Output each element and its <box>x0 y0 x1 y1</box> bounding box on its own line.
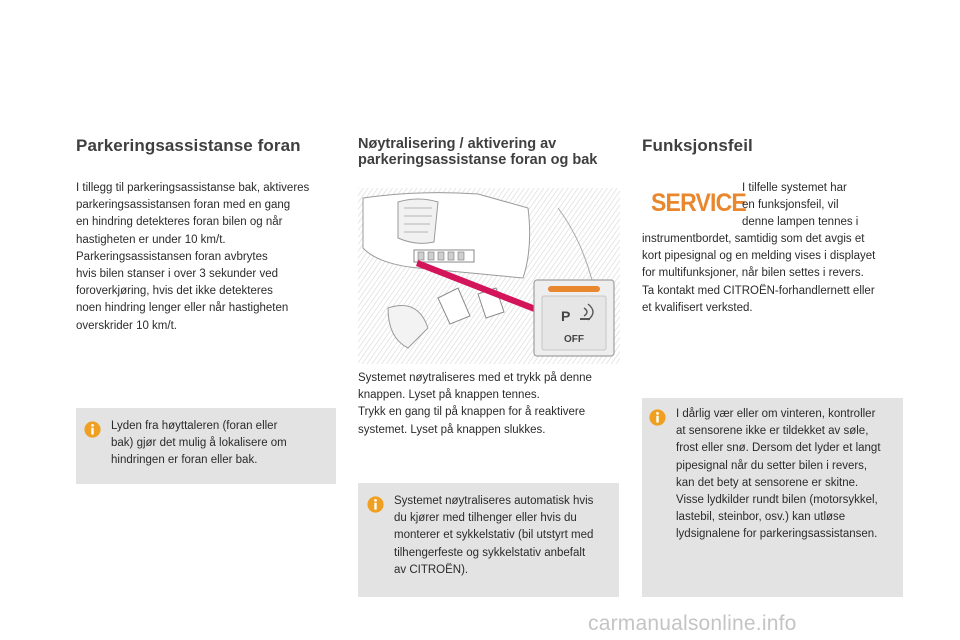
paragraph-malfunction-rest: instrumentbordet, samtidig som det avgis et kort pipesignal og en melding vises i displayet for multifunksjoner, når bilen settes i revers. Ta kontakt med CITROËN-forhandlernett eller et kvalifisert verksted. <box>642 233 876 314</box>
info-icon <box>649 409 666 426</box>
column-malfunction <box>642 136 912 156</box>
section-title-neutralization-line1: Nøytralisering / aktivering av <box>358 136 557 152</box>
column-front-parking-assist <box>76 136 346 156</box>
section-title-neutralization-line2: parkeringsassistanse foran og bak <box>358 152 598 168</box>
service-warning-lamp: SERVICE <box>651 187 746 217</box>
section-title-malfunction: Funksjonsfeil <box>642 136 753 155</box>
info-note-weather <box>642 398 903 597</box>
info-note-text: Lyden fra høyttaleren (foran eller bak) gjør det mulig å lokalisere om hindringen er foran eller bak. <box>111 420 287 467</box>
info-note-speaker <box>76 408 336 484</box>
info-icon <box>367 496 384 513</box>
watermark: carmanualsonline.info <box>588 612 797 635</box>
section-title-front-parking-assist: Parkeringsassistanse foran <box>76 136 301 155</box>
paragraph-front-parking-assist: I tillegg til parkeringsassistanse bak, aktiveres parkeringsassistansen foran med en gang en hindring detekteres foran bilen og når hastigheten er under 10 km/t. Parkeringsassistansen foran avbrytes hvis bilen stanser i over 3 sekunder ved foroverkjøring, hvis det ikke detekteres noen hindring lenger eller når hastigheten overskrider 10 km/t. <box>76 182 310 332</box>
info-note-text: I dårlig vær eller om vinteren, kontroller at sensorene ikke er tildekket av søle, frost eller snø. Dersom det lyder et langt pipesignal når du setter bilen i revers, kan det bety at sensorene er skitne. Visse lydkilder rundt bilen (motorsykkel, lastebil, steinbor, osv.) kan utløse lydsignalene for parkeringsassistansen. <box>676 408 881 541</box>
paragraph-neutralization: Systemet nøytraliseres med et trykk på denne knappen. Lyset på knappen tennes. Trykk en gang til på knappen for å reaktivere systemet. Lyset på knappen slukkes. <box>358 372 592 436</box>
park-assist-off-label: OFF <box>564 334 584 345</box>
paragraph-malfunction-short: I tilfelle systemet har en funksjonsfeil, vil denne lampen tennes i <box>742 182 859 229</box>
info-note-text: Systemet nøytraliseres automatisk hvis du kjører med tilhenger eller hvis du monterer et sykkelstativ (bil utstyrt med tilhengerfeste og sykkelstativ anbefalt av CITROËN). <box>394 495 594 576</box>
info-note-trailer <box>358 483 619 597</box>
info-icon <box>84 421 101 438</box>
park-assist-button-symbol[interactable]: P <box>561 308 571 324</box>
column-neutralization <box>358 136 628 168</box>
